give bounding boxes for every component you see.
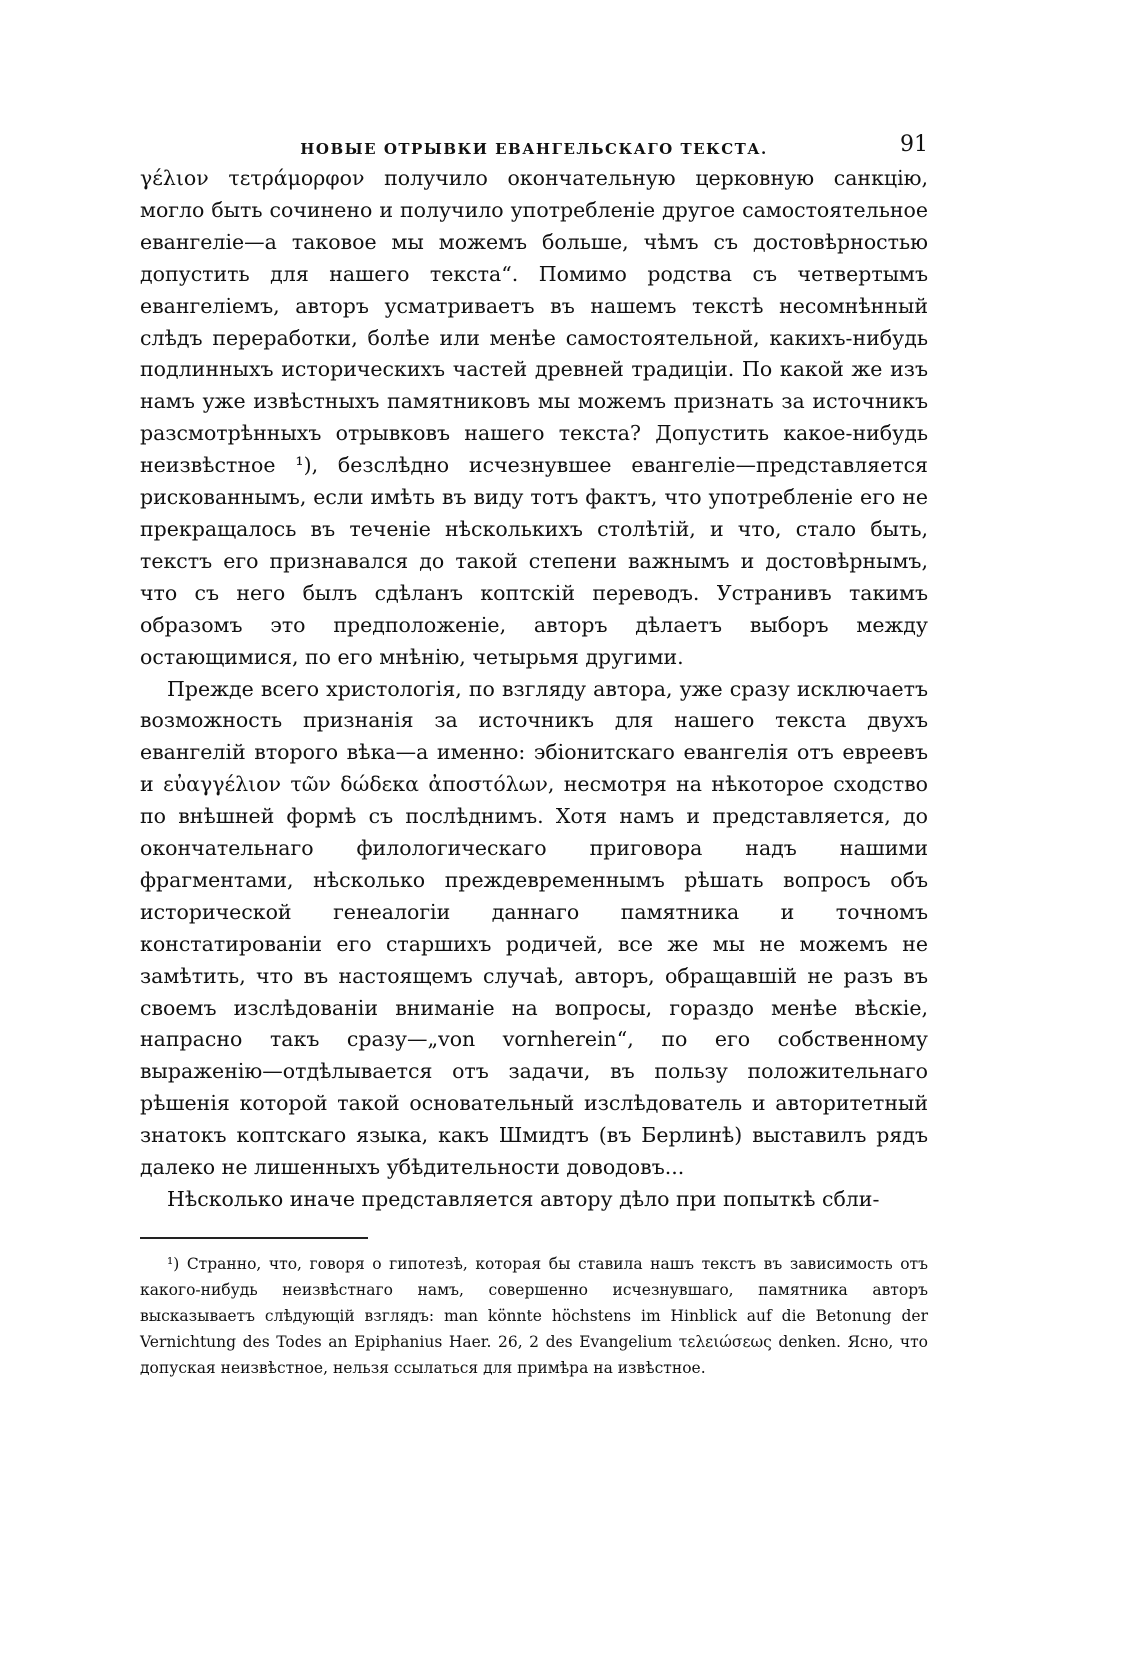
page-number: 91 [900, 132, 928, 157]
paragraph-continued: γέλιον τετράμορφον получило окончательную церковную санкцію, могло быть сочинено и получило употребленіе другое самостоятельное евангеліе—а таковое мы можемъ больше, чѣмъ съ достовѣрностью допустить для нашего текста“. Помимо родства съ четвертымъ евангеліемъ, авторъ усматриваетъ въ нашемъ текстѣ несомнѣнный слѣдъ переработки, болѣе или менѣе самостоятельной, какихъ-нибудь подлинныхъ историческихъ частей древней традиціи. По какой же изъ намъ уже извѣстныхъ памятниковъ мы можемъ признать за источникъ разсмотрѣнныхъ отрывковъ нашего текста? Допустить какое-нибудь неизвѣстное ¹), безслѣдно исчезнувшее евангеліе—представляется рискованнымъ, если имѣть въ виду тотъ фактъ, что употребленіе его не прекращалось въ теченіе нѣсколькихъ столѣтій, и что, стало быть, текстъ его признавался до такой степени важнымъ и достовѣрнымъ, что съ него былъ сдѣланъ коптскій переводъ. Устранивъ такимъ образомъ это предположеніе, авторъ дѣлаетъ выборъ между остающимися, по его мнѣнію, четырьмя другими. [140, 166, 928, 669]
running-title: НОВЫЕ ОТРЫВКИ ЕВАНГЕЛЬСКАГО ТЕКСТА. [300, 140, 768, 158]
body-text [140, 163, 928, 1216]
paragraph: Прежде всего христологія, по взгляду автора, уже сразу исключаетъ возможность признанія за источникъ для нашего текста двухъ евангелій второго вѣка—а именно: эбіонитскаго евангелія отъ евреевъ и εὐαγγέλιον τῶν δώδεκα ἀποστόλων, несмотря на нѣкоторое сходство по внѣшней формѣ съ послѣднимъ. Хотя намъ и представляется, до окончательнаго филологическаго приговора надъ нашими фрагментами, нѣсколько преждевременнымъ рѣшать вопросъ объ исторической генеалогіи даннаго памятника и точномъ констатированіи его старшихъ родичей, все же мы не можемъ не замѣтить, что въ настоящемъ случаѣ, авторъ, обращавшій не разъ въ своемъ изслѣдованіи вниманіе на вопросы, гораздо менѣе вѣскіе, напрасно такъ сразу—„von vornherein“, по его собственному выраженію—отдѣлывается отъ задачи, въ пользу положительнаго рѣшенія которой такой основательный изслѣдователь и авторитетный знатокъ коптскаго языка, какъ Шмидтъ (въ Берлинѣ) выставилъ рядъ далеко не лишенныхъ убѣдительности доводовъ... [140, 676, 928, 1180]
running-head [140, 128, 928, 162]
footnote: ¹) Странно, что, говоря о гипотезѣ, которая бы ставила нашъ текстъ въ зависимость отъ какого-нибудь неизвѣстнаго намъ, совершенно исчезнувшаго, памятника авторъ высказываетъ слѣдующій взглядъ: man könnte höchstens im Hinblick auf die Betonung der Vernichtung des Todes an Epiphanius Haer. 26, 2 des Evangelium τελειώσεως denken. Ясно, что допуская неизвѣстное, нельзя ссылаться для примѣра на извѣстное. [140, 1255, 928, 1377]
footnotes [140, 1251, 928, 1381]
paragraph: Нѣсколько иначе представляется автору дѣло при попыткѣ сбли- [167, 1187, 880, 1211]
footnote-divider [140, 1237, 368, 1239]
